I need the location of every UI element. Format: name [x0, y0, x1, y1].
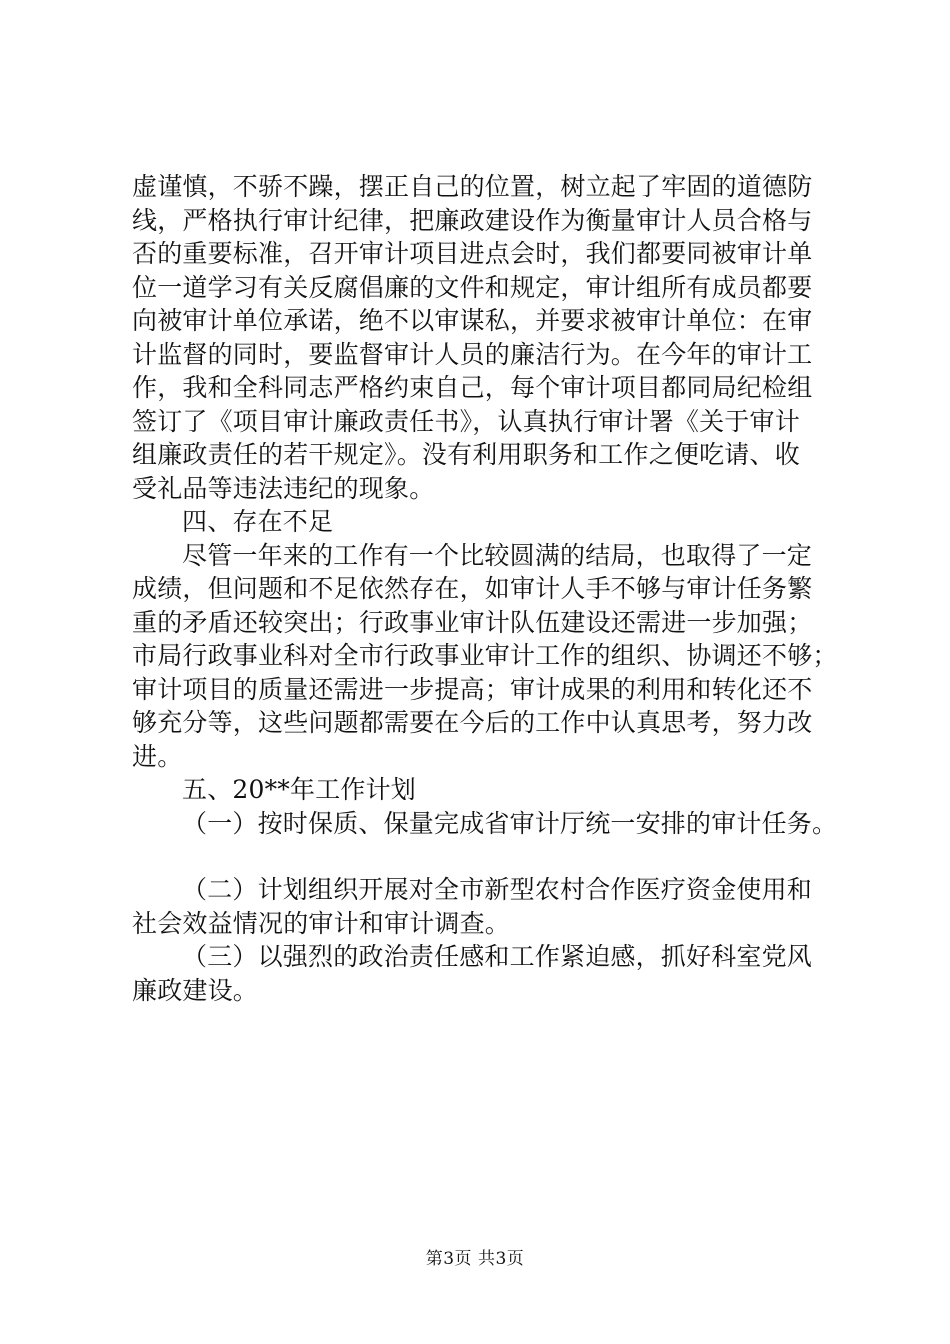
text-line: 重的矛盾还较突出；行政事业审计队伍建设还需进一步加强；: [132, 607, 813, 637]
text-line: 成绩，但问题和不足依然存在，如审计人手不够与审计任务繁: [132, 574, 813, 603]
text-line: 审计项目的质量还需进一步提高；审计成果的利用和转化还不: [132, 674, 813, 704]
plan-item-3: （三）以强烈的政治责任感和工作紧迫感，抓好科室党风: [182, 942, 813, 971]
section-heading-shortcomings: 四、存在不足: [182, 507, 334, 536]
text-line: 签订了《项目审计廉政责任书》，认真执行审计署《关于审计: [132, 406, 800, 436]
page-number-footer: 第3页 共3页: [425, 1249, 525, 1269]
text-line: 受礼品等违法违纪的现象。: [132, 473, 435, 503]
text-line: 虚谨慎，不骄不躁，摆正自己的位置，树立起了牢固的道德防: [132, 172, 813, 201]
text-line: 尽管一年来的工作有一个比较圆满的结局，也取得了一定: [182, 540, 813, 570]
text-line: 计监督的同时，要监督审计人员的廉洁行为。在今年的审计工: [132, 339, 813, 369]
paragraph-gap: [132, 840, 832, 873]
text-line: 否的重要标准，召开审计项目进点会时，我们都要同被审计单: [132, 239, 813, 268]
text-line: 廉政建设。: [132, 975, 259, 1005]
text-line: 组廉政责任的若干规定》。没有利用职务和工作之便吃请、收: [132, 440, 800, 469]
text-line: 够充分等，这些问题都需要在今后的工作中认真思考，努力改: [132, 708, 813, 737]
text-line: 作，我和全科同志严格约束自己，每个审计项目都同局纪检组: [132, 373, 813, 402]
text-line: 进。: [132, 741, 183, 771]
text-line: 社会效益情况的审计和审计调查。: [132, 908, 511, 938]
text-line: 市局行政事业科对全市行政事业审计工作的组织、协调还不够；: [132, 641, 838, 670]
plan-item-2: （二）计划组织开展对全市新型农村合作医疗资金使用和: [182, 875, 813, 904]
document-body: [132, 170, 838, 1007]
plan-item-1: （一）按时保质、保量完成省审计厅统一安排的审计任务。: [182, 808, 838, 838]
text-line: 位一道学习有关反腐倡廉的文件和规定，审计组所有成员都要: [132, 272, 813, 302]
text-line: 线，严格执行审计纪律，把廉政建设作为衡量审计人员合格与: [132, 205, 813, 235]
section-heading-work-plan: 五、20**年工作计划: [182, 775, 417, 804]
text-line: 向被审计单位承诺，绝不以审谋私，并要求被审计单位：在审: [132, 306, 813, 335]
